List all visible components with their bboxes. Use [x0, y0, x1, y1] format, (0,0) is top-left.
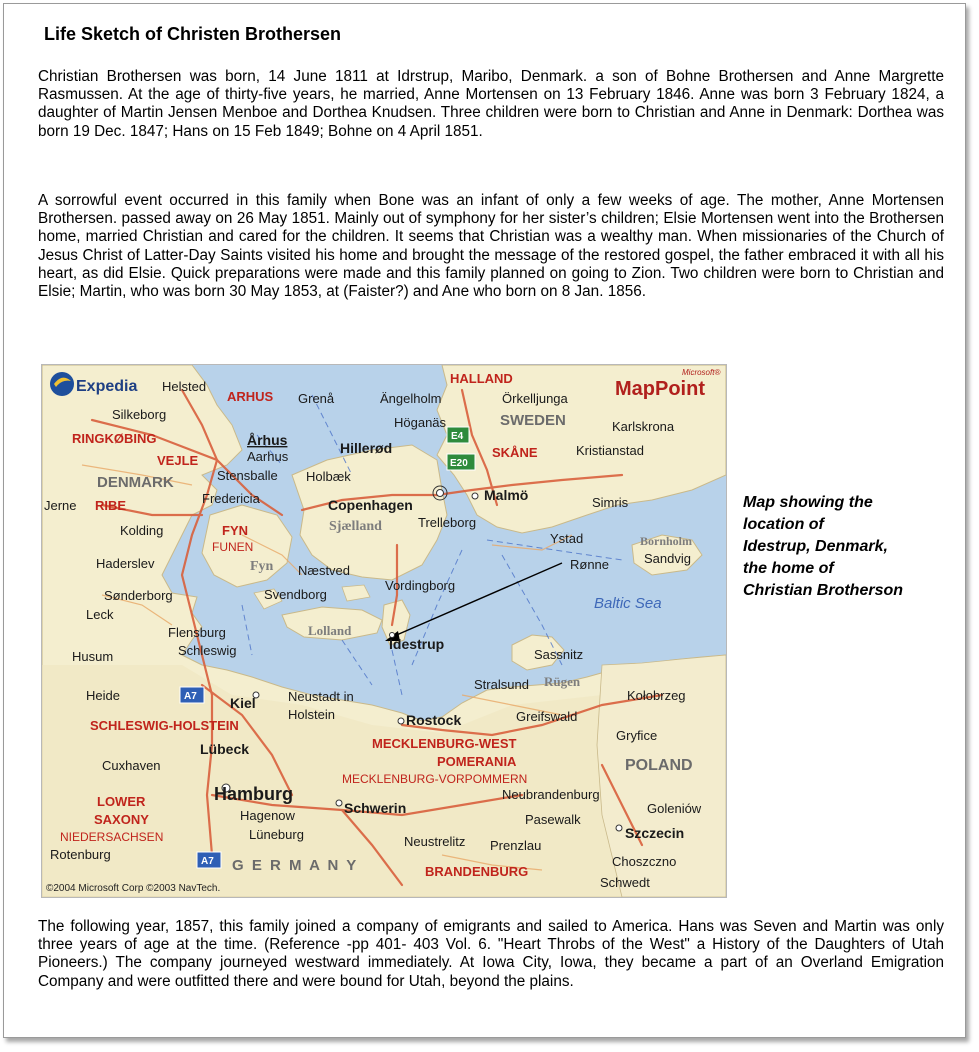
place-label: Leck	[86, 607, 114, 622]
highway-a7-north-shield	[180, 687, 204, 703]
place-label: Vordingborg	[385, 578, 456, 593]
place-label: Stensballe	[217, 468, 278, 483]
place-label: Kołobrzeg	[627, 688, 686, 703]
region-label: SAXONY	[94, 812, 149, 827]
place-label: Sassnitz	[534, 647, 584, 662]
place-label: Schwerin	[344, 800, 407, 816]
island-label: Fyn	[250, 559, 274, 574]
place-label: Schleswig	[178, 643, 237, 658]
place-label: Ängelholm	[380, 391, 442, 406]
mappoint-brand: MapPoint	[615, 378, 705, 400]
place-label: Greifswald	[516, 709, 578, 724]
place-label: Kiel	[230, 695, 256, 711]
place-label: Karlskrona	[612, 419, 675, 434]
mappoint-sup: Microsoft®	[682, 368, 721, 377]
caption-line: the home of	[743, 560, 834, 577]
region-label: BRANDENBURG	[425, 864, 529, 879]
place-label: Rostock	[406, 712, 462, 728]
place-label: Ystad	[550, 531, 584, 546]
region-label: VEJLE	[157, 453, 199, 468]
place-label: Neubrandenburg	[502, 787, 600, 802]
place-label: Heide	[86, 688, 120, 703]
place-label: Simris	[592, 495, 629, 510]
place-label: Århus	[247, 432, 288, 448]
country-label: SWEDEN	[500, 412, 566, 429]
island-label: Rügen	[544, 674, 581, 689]
place-label: Hagenow	[240, 808, 295, 823]
region-label: MECKLENBURG-WEST	[372, 736, 517, 751]
region-label: SCHLESWIG-HOLSTEIN	[90, 718, 239, 733]
place-label: Silkeborg	[112, 407, 167, 422]
paragraph-family: A sorrowful event occurred in this family when Bone was an infant of only a few weeks of age. The mother, Anne Mortensen Brothersen. passed away on 26 May 1851. Mainly out of symphony for her sister’s children; Elsie Mortensen went into the Brothersen home, married Christian and cared for the children. It seems that Christian was a wealthy man. When missionaries of the Church of Jesus Christ of Latter-Day Saints visited his home and brought the message of the restored gospel, the father embraced it with all his heart, as did Elsie. Quick preparations were made and this family planned on going to Zion. Two children were born to Christian and Elsie; Martin, who was born 30 May 1853, at (Faister?) and Ane who born on 8 Jan. 1856.	[38, 192, 944, 301]
place-label: Sønderborg	[104, 588, 173, 603]
expedia-brand: Expedia	[76, 378, 138, 395]
highway-e20-shield	[447, 454, 475, 470]
island-label: Bornholm	[640, 534, 693, 548]
place-label: Cuxhaven	[102, 758, 161, 773]
place-label: Flensburg	[168, 625, 226, 640]
place-label: Choszczno	[612, 854, 677, 869]
place-label: Neustadt in	[288, 689, 354, 704]
caption-line: location of	[743, 516, 824, 533]
place-label: Pasewalk	[525, 812, 581, 827]
region-label: RIBE	[95, 498, 127, 513]
place-label: Stralsund	[474, 677, 529, 692]
place-label: Aarhus	[247, 449, 289, 464]
place-label: Sandvig	[644, 551, 691, 566]
svg-text:E20: E20	[450, 458, 468, 469]
place-label: Holbæk	[306, 469, 351, 484]
region-label: SKÅNE	[492, 445, 538, 460]
caption-line: Christian Brotherson	[743, 582, 904, 599]
country-label: DENMARK	[97, 474, 174, 491]
place-label: Kolding	[120, 523, 164, 538]
place-label: Næstved	[298, 563, 351, 578]
place-label: Neustrelitz	[404, 834, 466, 849]
paragraph-emigration: The following year, 1857, this family joined a company of emigrants and sailed to America. Hans was Seven and Martin was only three years of age at the time. (Reference -pp 401- 403 Vol. 6. "Heart Throbs of the West" a History of the Daughters of Utah Pioneers.) The company journeyed westward immediately. At Iowa City, Iowa, they became a part of an Overland Emigration Company and were outfitted there and were bound for Utah, beyond the plains.	[38, 918, 944, 990]
caption-line: Idestrup, Denmark,	[743, 538, 888, 555]
place-label: Idestrup	[389, 636, 445, 652]
country-label: POLAND	[625, 757, 693, 774]
place-label: Rønne	[570, 557, 610, 572]
place-label: Hillerød	[340, 440, 393, 456]
place-label: Grenå	[298, 391, 335, 406]
island-label: Lolland	[308, 623, 352, 638]
svg-text:A7: A7	[184, 691, 197, 702]
svg-text:E4: E4	[451, 431, 464, 442]
region-label: HALLAND	[450, 371, 513, 386]
region-label: NIEDERSACHSEN	[60, 830, 164, 844]
place-label: Jerne	[44, 498, 77, 513]
country-label: G E R M A N Y	[232, 857, 359, 874]
caption-line: Map showing the	[743, 494, 873, 511]
page-title: Life Sketch of Christen Brothersen	[44, 24, 342, 44]
island-label: Sjælland	[329, 519, 382, 534]
map-caption	[743, 492, 953, 602]
place-label: Gryfice	[616, 728, 658, 743]
highway-e4-shield	[447, 427, 469, 443]
map-copyright: ©2004 Microsoft Corp ©2003 NavTech.	[46, 883, 221, 894]
region-label: MECKLENBURG-VORPOMMERN	[342, 772, 528, 786]
place-label: Helsted	[162, 379, 207, 394]
place-label: Kristianstad	[576, 443, 644, 458]
map-image	[41, 364, 727, 898]
place-label: Husum	[72, 649, 114, 664]
place-label: Trelleborg	[418, 515, 477, 530]
place-label: Szczecin	[625, 825, 685, 841]
region-label: RINGKØBING	[72, 431, 157, 446]
svg-text:A7: A7	[201, 856, 214, 867]
region-label: FUNEN	[212, 540, 254, 554]
region-label: LOWER	[97, 794, 146, 809]
paragraph-birth: Christian Brothersen was born, 14 June 1811 at Idrstrup, Maribo, Denmark. a son of Bohne Brothersen and Anne Margrette Rasmussen. At the age of thirty-five years, he married, Anne Mortensen on 13 February 1846. Anne was born 3 February 1824, a daughter of Martin Jensen Menboe and Dorthea Knudsen. Three children were born to Christian and Anne in Denmark: Dorthea was born 19 Dec. 1847; Hans on 15 Feb 1849; Bohne on 4 April 1851.	[38, 68, 944, 140]
document-page	[3, 3, 966, 1038]
place-label: Lübeck	[200, 741, 250, 757]
place-label: Goleniów	[647, 801, 702, 816]
region-label: FYN	[222, 523, 248, 538]
region-label: ARHUS	[227, 389, 274, 404]
highway-a7-south-shield	[197, 852, 221, 868]
place-label: Svendborg	[264, 587, 327, 602]
sea-label: Baltic Sea	[594, 595, 662, 612]
place-label: Örkelljunga	[502, 391, 568, 406]
place-label: Prenzlau	[490, 838, 542, 853]
place-label: Fredericia	[202, 491, 260, 506]
place-label: Höganäs	[394, 415, 447, 430]
place-label: Copenhagen	[328, 497, 413, 513]
place-label: Holstein	[288, 707, 335, 722]
place-label: Lüneburg	[249, 827, 304, 842]
region-label: POMERANIA	[437, 754, 517, 769]
place-label: Malmö	[484, 487, 529, 503]
place-label: Schwedt	[600, 875, 650, 890]
place-label: Hamburg	[214, 784, 294, 804]
place-label: Rotenburg	[50, 847, 111, 862]
place-label: Haderslev	[96, 556, 155, 571]
